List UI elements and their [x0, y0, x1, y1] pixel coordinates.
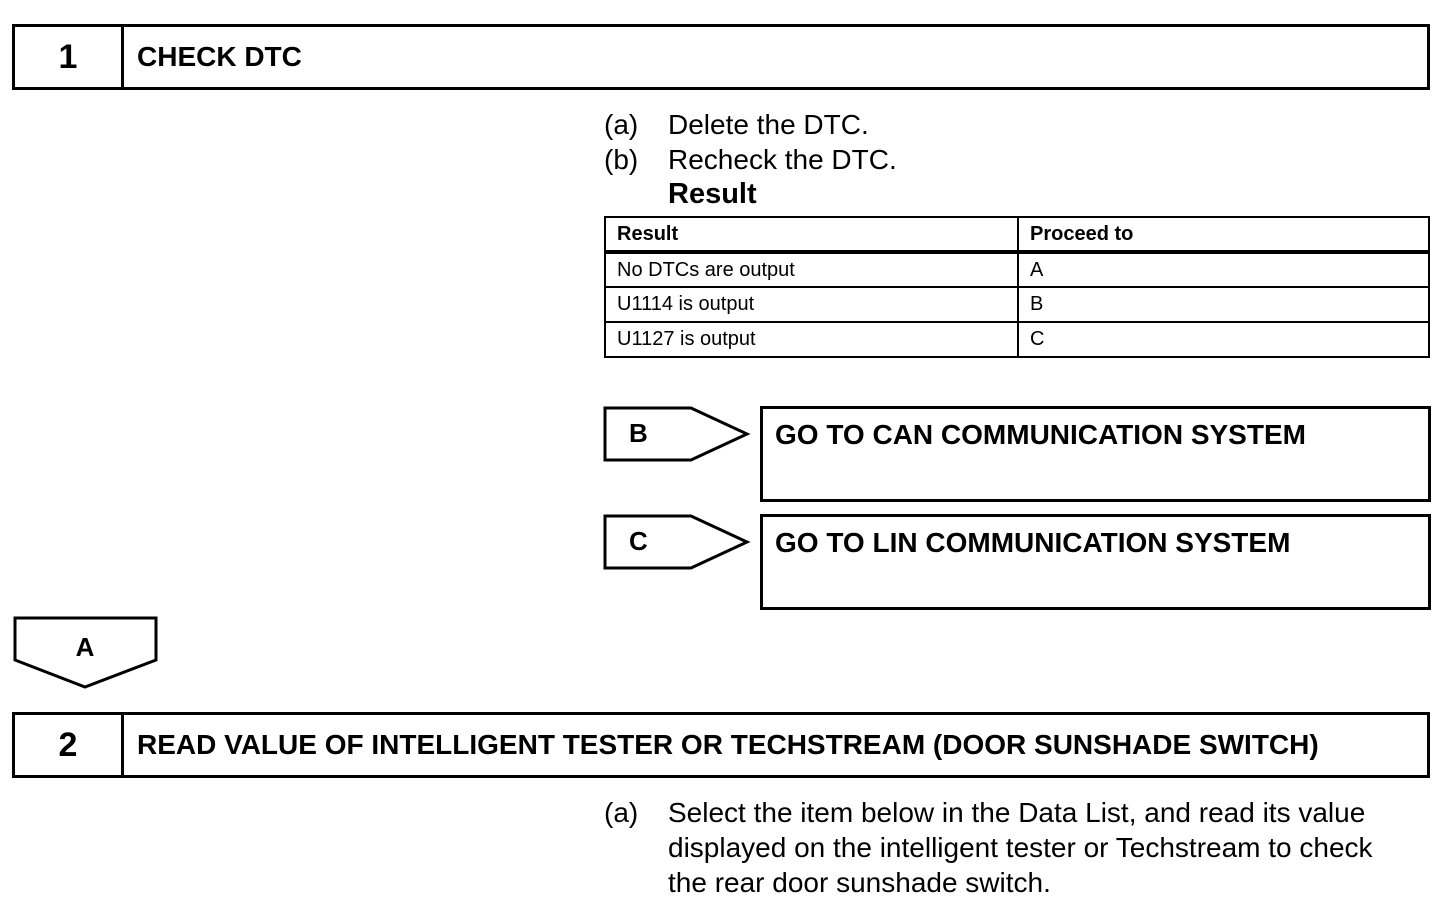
- table-cell: U1114 is output: [605, 287, 1018, 322]
- table-cell: No DTCs are output: [605, 252, 1018, 287]
- step-1-instruction-b: [604, 142, 1424, 177]
- table-header-proceed: Proceed to: [1018, 217, 1429, 252]
- step-1-title: CHECK DTC: [137, 41, 302, 72]
- branch-c-target-text: GO TO LIN COMMUNICATION SYSTEM: [775, 527, 1291, 558]
- table-header-row: [605, 217, 1429, 252]
- instruction-text: Recheck the DTC.: [668, 144, 897, 175]
- branch-c-label: C: [629, 526, 648, 556]
- step-1-header: [12, 24, 1430, 90]
- result-heading: Result: [668, 178, 757, 210]
- step-1-instruction-a: [604, 107, 1424, 142]
- branch-b-arrow-icon: [603, 405, 753, 465]
- table-cell: B: [1018, 287, 1429, 322]
- step-2-number: 2: [15, 715, 124, 775]
- table-row: [605, 322, 1429, 357]
- step-1-number: 1: [15, 27, 124, 87]
- instruction-tag: (a): [604, 797, 639, 828]
- instruction-line: displayed on the intelligent tester or Techstream to check: [668, 832, 1373, 863]
- instruction-line: the rear door sunshade switch.: [668, 867, 1051, 898]
- step-2-instruction-a: [604, 795, 1434, 905]
- result-table: [604, 216, 1430, 358]
- instruction-text: Delete the DTC.: [668, 109, 869, 140]
- branch-b-label: B: [629, 418, 648, 448]
- instruction-tag: (a): [604, 109, 639, 140]
- instruction-line: Select the item below in the Data List, and read its value: [668, 797, 1366, 828]
- table-row: [605, 287, 1429, 322]
- branch-c-arrow-icon: [603, 513, 753, 573]
- table-cell: C: [1018, 322, 1429, 357]
- table-row: [605, 252, 1429, 287]
- step-2-header: [12, 712, 1430, 778]
- table-cell: U1127 is output: [605, 322, 1018, 357]
- step-2-title: READ VALUE OF INTELLIGENT TESTER OR TECHSTREAM (DOOR SUNSHADE SWITCH): [137, 729, 1319, 760]
- branch-b-target: [760, 406, 1431, 502]
- continue-a-label: A: [75, 632, 95, 662]
- table-cell: A: [1018, 252, 1429, 287]
- continue-a-arrow-icon: [12, 615, 162, 691]
- branch-b-target-text: GO TO CAN COMMUNICATION SYSTEM: [775, 419, 1306, 450]
- table-header-result: Result: [605, 217, 1018, 252]
- instruction-tag: (b): [604, 144, 639, 175]
- branch-c-target: [760, 514, 1431, 610]
